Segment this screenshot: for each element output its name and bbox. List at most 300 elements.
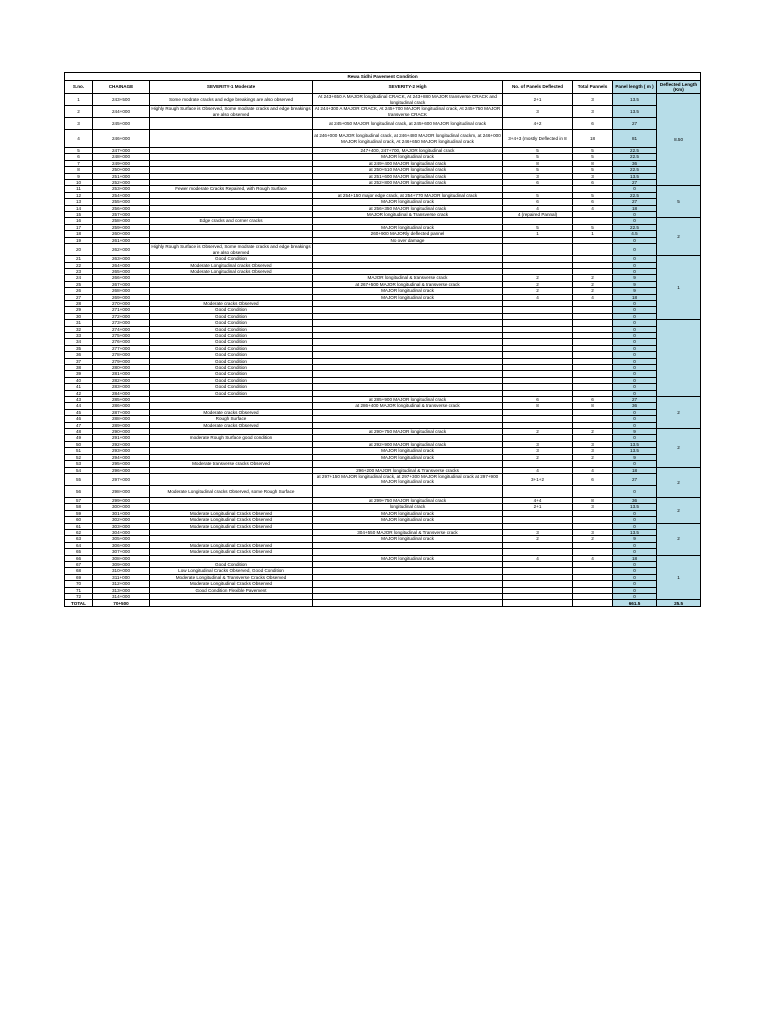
cell-chainage: 249+000 (93, 160, 150, 166)
cell-chainage: 308+000 (93, 555, 150, 561)
cell-panel-length: 0 (613, 587, 657, 593)
total-empty-4 (573, 600, 613, 607)
cell-severity-2: at 297+150 MAJOR longitudinal crack, at 297+300 MAJOR longitudinal crack at 297+900 MAJOR longitudinal crack (313, 473, 503, 485)
cell-panel-length: 0 (613, 485, 657, 497)
cell-sno: 53 (65, 461, 93, 467)
cell-panels-deflected: 2+1 (503, 504, 573, 510)
cell-sno: 60 (65, 517, 93, 523)
cell-panel-length: 0 (613, 581, 657, 587)
cell-sno: 42 (65, 390, 93, 396)
cell-chainage: 291+000 (93, 435, 150, 441)
cell-severity-1: Rough Surface (150, 416, 313, 422)
cell-panel-length: 0 (613, 435, 657, 441)
cell-panels-deflected: 2 (503, 429, 573, 435)
cell-chainage: 271+000 (93, 307, 150, 313)
cell-panel-length: 9 (613, 429, 657, 435)
cell-chainage: 304+000 (93, 529, 150, 535)
cell-severity-2: at 267+500 MAJOR longitudinal & transverse crack (313, 281, 503, 287)
cell-chainage: 293+000 (93, 448, 150, 454)
cell-sno: 67 (65, 561, 93, 567)
cell-chainage: 305+000 (93, 536, 150, 542)
cell-deflected-length (657, 320, 701, 397)
cell-chainage: 253+000 (93, 186, 150, 192)
cell-sno: 71 (65, 587, 93, 593)
cell-chainage: 295+000 (93, 461, 150, 467)
header-severity-2: SEVERITY-2 High (313, 81, 503, 94)
cell-panel-length: 22.5 (613, 154, 657, 160)
cell-total-panels: 5 (573, 154, 613, 160)
cell-severity-1: Good Condition (150, 307, 313, 313)
cell-panels-deflected: 3+1+2 (503, 473, 573, 485)
cell-panels-deflected: 2 (503, 275, 573, 281)
cell-chainage: 288+000 (93, 416, 150, 422)
cell-severity-1: Moderate Longitudinal Cracks Observed (150, 523, 313, 529)
pavement-condition-table (64, 72, 701, 607)
table-row (65, 473, 701, 485)
cell-sno: 9 (65, 173, 93, 179)
cell-sno: 65 (65, 549, 93, 555)
cell-panel-length: 13.5 (613, 94, 657, 106)
cell-panel-length: 9 (613, 288, 657, 294)
cell-panel-length: 0 (613, 384, 657, 390)
cell-total-panels: 8 (573, 497, 613, 503)
cell-sno: 44 (65, 403, 93, 409)
cell-severity-1 (150, 118, 313, 130)
cell-panel-length: 0 (613, 326, 657, 332)
cell-chainage: 274+000 (93, 326, 150, 332)
cell-total-panels: 2 (573, 429, 613, 435)
cell-chainage: 247+000 (93, 148, 150, 154)
cell-panel-length: 27 (613, 473, 657, 485)
cell-panels-deflected: 3 (503, 441, 573, 447)
header-chainage: CHAINAGE (93, 81, 150, 94)
cell-panel-length: 27 (613, 199, 657, 205)
total-empty-3 (503, 600, 573, 607)
cell-total-panels: 4 (573, 205, 613, 211)
cell-panel-length: 18 (613, 555, 657, 561)
cell-panels-deflected: 2 (503, 454, 573, 460)
cell-sno: 38 (65, 365, 93, 371)
cell-severity-1: Good Condition (150, 332, 313, 338)
cell-sno: 11 (65, 186, 93, 192)
cell-panels-deflected: 2 (503, 536, 573, 542)
cell-panel-length: 0 (613, 339, 657, 345)
cell-chainage: 268+000 (93, 288, 150, 294)
cell-severity-1: Moderate Longitudinal cracks Observed (150, 262, 313, 268)
cell-chainage: 292+000 (93, 441, 150, 447)
cell-total-panels: 6 (573, 397, 613, 403)
cell-sno: 10 (65, 180, 93, 186)
cell-chainage: 251+000 (93, 173, 150, 179)
cell-severity-2: at 245+050 MAJOR longitudinal crack, at 245+600 MAJOR longitudinal crack (313, 118, 503, 130)
cell-panel-length: 36 (613, 160, 657, 166)
total-chainage: 70+500 (93, 600, 150, 607)
table-row (65, 118, 701, 130)
cell-severity-2: at 285+900 MAJOR longitudinal crack (313, 397, 503, 403)
cell-sno: 54 (65, 467, 93, 473)
cell-sno: 26 (65, 288, 93, 294)
cell-severity-2: MAJOR longitudinal crack (313, 517, 503, 523)
cell-severity-2: 260+900 MAJORly deflected pannel (313, 231, 503, 237)
cell-panels-deflected: 6 (503, 397, 573, 403)
cell-panels-deflected: 2 (503, 288, 573, 294)
cell-chainage: 267+000 (93, 281, 150, 287)
cell-panel-length: 0 (613, 268, 657, 274)
cell-chainage: 303+000 (93, 523, 150, 529)
cell-severity-2: MAJOR longitudinal crack (313, 448, 503, 454)
cell-panels-deflected (503, 244, 573, 256)
cell-severity-2: at 246+000 MAJOR longitudinal crack, at 246+480 MAJOR longitudinal crackm, at 246+000 MAJOR longitudinal crack, At 246+650 MAJOR longitudinal crack (313, 130, 503, 148)
cell-severity-2: MAJOR longitudinal crack (313, 288, 503, 294)
cell-chainage: 287+000 (93, 409, 150, 415)
cell-chainage: 297+000 (93, 473, 150, 485)
cell-severity-1: Good Condition (150, 313, 313, 319)
cell-panel-length: 0 (613, 371, 657, 377)
cell-severity-1: Fewer moderate Cracks Repaired, with Rough Surface (150, 186, 313, 192)
cell-total-panels: 4 (573, 555, 613, 561)
cell-panel-length: 0 (613, 320, 657, 326)
cell-severity-1: Good Condition (150, 384, 313, 390)
cell-total-panels: 4 (573, 467, 613, 473)
cell-panel-length: 27 (613, 180, 657, 186)
cell-chainage: 314+000 (93, 594, 150, 600)
cell-panel-length: 13.5 (613, 173, 657, 179)
cell-sno: 63 (65, 536, 93, 542)
cell-panel-length: 22.5 (613, 148, 657, 154)
cell-chainage: 312+000 (93, 581, 150, 587)
cell-panel-length: 0 (613, 409, 657, 415)
cell-panel-length: 0 (613, 244, 657, 256)
cell-panel-length: 0 (613, 237, 657, 243)
cell-total-panels: 2 (573, 536, 613, 542)
header-sno: S.no. (65, 81, 93, 94)
header-deflected-length: Deflected Length (Km) (657, 81, 701, 94)
cell-sno: 68 (65, 568, 93, 574)
cell-chainage: 285+000 (93, 397, 150, 403)
cell-total-panels: 2 (573, 281, 613, 287)
cell-total-panels: 1 (573, 231, 613, 237)
cell-severity-2: MAJOR longitudinal crack (313, 555, 503, 561)
cell-panel-length: 13.5 (613, 529, 657, 535)
cell-sno: 32 (65, 326, 93, 332)
cell-sno: 51 (65, 448, 93, 454)
cell-total-panels: 3 (573, 106, 613, 118)
cell-severity-1: moderate Rough Surface good condition (150, 435, 313, 441)
cell-chainage: 260+000 (93, 231, 150, 237)
cell-severity-2: No over damage (313, 237, 503, 243)
cell-sno: 69 (65, 574, 93, 580)
cell-sno: 41 (65, 384, 93, 390)
cell-sno: 30 (65, 313, 93, 319)
cell-sno: 49 (65, 435, 93, 441)
cell-sno: 64 (65, 542, 93, 548)
cell-panel-length: 0 (613, 390, 657, 396)
cell-sno: 24 (65, 275, 93, 281)
cell-sno: 34 (65, 339, 93, 345)
cell-sno: 27 (65, 294, 93, 300)
cell-total-panels: 5 (573, 224, 613, 230)
cell-panel-length: 9 (613, 454, 657, 460)
cell-chainage: 283+000 (93, 384, 150, 390)
cell-panels-deflected: 2 (503, 281, 573, 287)
cell-chainage: 298+000 (93, 485, 150, 497)
cell-sno: 15 (65, 212, 93, 218)
cell-severity-2: at 299+750 MAJOR longitudinal crack (313, 497, 503, 503)
cell-panel-length: 0 (613, 313, 657, 319)
sheet-title: Rewa Sidhi Pavement Condition (65, 73, 701, 81)
cell-severity-1: Moderate Longitudinal & Transverse Cracks Observed (150, 574, 313, 580)
cell-chainage: 263+000 (93, 256, 150, 262)
cell-chainage: 259+000 (93, 224, 150, 230)
cell-chainage: 264+000 (93, 262, 150, 268)
cell-panel-length: 22.5 (613, 224, 657, 230)
cell-chainage: 311+000 (93, 574, 150, 580)
cell-total-panels: 6 (573, 180, 613, 186)
cell-panels-deflected: 3 (503, 173, 573, 179)
cell-sno: 58 (65, 504, 93, 510)
cell-chainage: 284+000 (93, 390, 150, 396)
cell-chainage: 252+000 (93, 180, 150, 186)
cell-severity-1: Moderate Longitudinal cracks Observed (150, 268, 313, 274)
cell-sno: 33 (65, 332, 93, 338)
cell-deflected-length: 8.50 (657, 94, 701, 186)
cell-sno: 46 (65, 416, 93, 422)
cell-total-panels: 3 (573, 173, 613, 179)
cell-sno: 45 (65, 409, 93, 415)
total-label: TOTAL (65, 600, 93, 607)
cell-panels-deflected: 4 (503, 205, 573, 211)
cell-severity-2: at 254+150 major edge crack, at 254+770 MAJOR longitudinal crack (313, 192, 503, 198)
cell-severity-2: 296+200 MAJOR longitudinal & Transverse cracks (313, 467, 503, 473)
cell-chainage: 294+000 (93, 454, 150, 460)
cell-panels-deflected: 3 (503, 529, 573, 535)
total-row (65, 600, 701, 607)
cell-panel-length: 36 (613, 497, 657, 503)
cell-panel-length: 18 (613, 467, 657, 473)
cell-chainage: 310+000 (93, 568, 150, 574)
cell-chainage: 276+000 (93, 339, 150, 345)
cell-deflected-length: 1 (657, 256, 701, 320)
cell-sno: 28 (65, 300, 93, 306)
cell-deflected-length: 2 (657, 218, 701, 256)
cell-chainage: 273+000 (93, 320, 150, 326)
cell-sno: 61 (65, 523, 93, 529)
total-deflected-length: 25.5 (657, 600, 701, 607)
cell-severity-2: MAJOR longitudinal crack (313, 154, 503, 160)
header-severity-1: SEVERITY-1 Moderate (150, 81, 313, 94)
cell-panel-length: 0 (613, 416, 657, 422)
cell-severity-1: Highly Rough Surface is Observed, Some modrate cracks and edge breakings are also observed (151, 106, 311, 117)
cell-severity-1: Good Condition (150, 320, 313, 326)
cell-panel-length: 9 (613, 536, 657, 542)
cell-total-panels: 6 (573, 199, 613, 205)
cell-severity-1: Moderate Longitudinal Cracks Observed (150, 581, 313, 587)
cell-panel-length: 9 (613, 281, 657, 287)
cell-panel-length: 0 (613, 256, 657, 262)
cell-chainage: 280+000 (93, 365, 150, 371)
cell-chainage: 289+000 (93, 422, 150, 428)
cell-panel-length: 0 (613, 523, 657, 529)
cell-chainage: 306+000 (93, 542, 150, 548)
cell-panels-deflected: 4+4 (503, 497, 573, 503)
cell-sno: 70 (65, 581, 93, 587)
cell-chainage: 265+000 (93, 268, 150, 274)
cell-chainage: 270+000 (93, 300, 150, 306)
cell-chainage: 246+000 (93, 130, 150, 148)
cell-sno: 6 (65, 154, 93, 160)
cell-severity-2: at 251+600 MAJOR longitudinal crack (313, 173, 503, 179)
cell-sno: 40 (65, 377, 93, 383)
cell-panel-length: 27 (613, 397, 657, 403)
cell-total-panels: 3 (573, 504, 613, 510)
cell-sno: 43 (65, 397, 93, 403)
cell-chainage: 281+000 (93, 371, 150, 377)
cell-severity-1: Low Longitudinal Cracks Observed, Good Condition (150, 568, 313, 574)
cell-panel-length: 13.5 (613, 504, 657, 510)
cell-sno: 31 (65, 320, 93, 326)
cell-severity-2: MAJOR longitudinal crack (313, 294, 503, 300)
cell-chainage: 277+000 (93, 345, 150, 351)
cell-sno: 56 (65, 485, 93, 497)
cell-severity-2: At 244+300 A MAJOR CRACK, At 245+700 MAJOR longitudinal crack, At 245+750 MAJOR transverse CRACK (313, 106, 503, 118)
cell-severity-1: Some modrate cracks and edge breakings are also observed (150, 94, 313, 106)
cell-chainage: 266+000 (93, 275, 150, 281)
table-body (65, 94, 701, 607)
cell-severity-1: Highly Rough Surface is Observed, Some modrate cracks and edge breakings are also observed (151, 244, 311, 255)
cell-severity-2: At 243+650 A MAJOR longitudinal CRACK, At 243+880 MAJOR transverse CRACK and longitudinal crack (313, 94, 503, 106)
cell-severity-1 (150, 130, 313, 148)
header-total-panels: Total Pannels (573, 81, 613, 94)
cell-severity-1 (150, 473, 313, 485)
cell-total-panels: 8 (573, 403, 613, 409)
cell-panel-length: 0 (613, 517, 657, 523)
cell-chainage: 299+000 (93, 497, 150, 503)
total-empty-2 (313, 600, 503, 607)
cell-panel-length: 0 (613, 365, 657, 371)
cell-chainage: 300+000 (93, 504, 150, 510)
cell-sno: 47 (65, 422, 93, 428)
cell-panel-length: 0 (613, 461, 657, 467)
cell-panel-length: 0 (613, 594, 657, 600)
cell-severity-1: Good Condition (150, 377, 313, 383)
cell-total-panels: 6 (573, 118, 613, 130)
cell-sno: 5 (65, 148, 93, 154)
cell-panel-length: 0 (613, 186, 657, 192)
cell-sno: 8 (65, 167, 93, 173)
header-panels-deflected: No. of Panels Deflected (503, 81, 573, 94)
cell-total-panels: 5 (573, 192, 613, 198)
cell-chainage: 286+000 (93, 403, 150, 409)
cell-panel-length: 4.5 (613, 231, 657, 237)
cell-chainage: 269+000 (93, 294, 150, 300)
cell-chainage: 307+000 (93, 549, 150, 555)
cell-panel-length: 36 (613, 403, 657, 409)
cell-sno: 23 (65, 268, 93, 274)
cell-panel-length: 0 (613, 422, 657, 428)
header-panel-length: Panel length ( m ) (613, 81, 657, 94)
cell-sno: 50 (65, 441, 93, 447)
cell-panels-deflected: 6 (503, 180, 573, 186)
cell-total-panels: 6 (573, 473, 613, 485)
cell-total-panels (573, 244, 613, 256)
cell-panels-deflected: 4 (503, 294, 573, 300)
cell-severity-1: Moderate cracks Observed (150, 300, 313, 306)
cell-severity-2: MAJOR longitudinal crack (313, 536, 503, 542)
cell-panels-deflected: 5 (503, 224, 573, 230)
cell-panel-length: 0 (613, 300, 657, 306)
cell-sno: 36 (65, 352, 93, 358)
cell-severity-2: at 250+510 MAJOR longitudinal crack (313, 167, 503, 173)
cell-chainage: 282+000 (93, 377, 150, 383)
cell-severity-1: Good Condition (150, 345, 313, 351)
table-row (65, 130, 701, 148)
cell-panel-length: 0 (613, 510, 657, 516)
cell-total-panels: 3 (573, 94, 613, 106)
cell-panel-length: 0 (613, 568, 657, 574)
cell-panel-length: 22.5 (613, 192, 657, 198)
cell-chainage: 261+000 (93, 237, 150, 243)
cell-panel-length: 0 (613, 549, 657, 555)
cell-severity-2: MAJOR longitudinal crack (313, 454, 503, 460)
cell-chainage: 275+000 (93, 332, 150, 338)
cell-total-panels: 2 (573, 288, 613, 294)
cell-severity-1: Good Condition (150, 390, 313, 396)
cell-chainage: 244+000 (93, 106, 150, 118)
cell-panel-length: 0 (613, 307, 657, 313)
cell-chainage: 279+000 (93, 358, 150, 364)
cell-panel-length: 13.5 (613, 448, 657, 454)
cell-deflected-length: 2 (657, 497, 701, 523)
cell-panels-deflected: 5 (503, 148, 573, 154)
cell-sno: 22 (65, 262, 93, 268)
cell-severity-1: Moderate Longitudinal Cracks Observed (150, 549, 313, 555)
cell-total-panels: 4 (573, 294, 613, 300)
cell-panel-length: 0 (613, 345, 657, 351)
cell-severity-1: Edge cracks and corner cracks (150, 218, 313, 224)
cell-severity-1: Good Condition (150, 561, 313, 567)
cell-sno: 37 (65, 358, 93, 364)
cell-total-panels: 3 (573, 529, 613, 535)
cell-severity-2: longitudinal crack (313, 504, 503, 510)
cell-deflected-length: 5 (657, 186, 701, 218)
cell-panel-length: 0 (613, 352, 657, 358)
cell-chainage: 257+000 (93, 212, 150, 218)
cell-severity-2: at 252+800 MAJOR longitudinal crack (313, 180, 503, 186)
cell-sno: 18 (65, 231, 93, 237)
cell-severity-2: at 249+400 MAJOR longitudinal crack (313, 160, 503, 166)
cell-deflected-length: 1 (657, 555, 701, 600)
cell-chainage: 256+000 (93, 205, 150, 211)
cell-severity-2: 304+550 MAJOR longitudinal & Transverse crack (313, 529, 503, 535)
cell-severity-2: MAJOR longitudinal & Transverse crack (313, 212, 503, 218)
cell-panels-deflected: 4 (503, 467, 573, 473)
cell-chainage: 250+000 (93, 167, 150, 173)
cell-sno: 17 (65, 224, 93, 230)
cell-severity-1: Moderate transverse cracks Observed (150, 461, 313, 467)
cell-severity-1: Good Condition (150, 358, 313, 364)
cell-sno: 3 (65, 118, 93, 130)
cell-sno: 21 (65, 256, 93, 262)
cell-panels-deflected: 2+1 (503, 94, 573, 106)
cell-total-panels: 5 (573, 148, 613, 154)
cell-panel-length: 81 (613, 130, 657, 148)
cell-panels-deflected: 6 (503, 199, 573, 205)
cell-severity-2: MAJOR longitudinal crack (313, 224, 503, 230)
cell-sno: 48 (65, 429, 93, 435)
cell-chainage: 302+000 (93, 517, 150, 523)
cell-total-panels: 2 (573, 454, 613, 460)
cell-panels-deflected: 4+2 (503, 118, 573, 130)
